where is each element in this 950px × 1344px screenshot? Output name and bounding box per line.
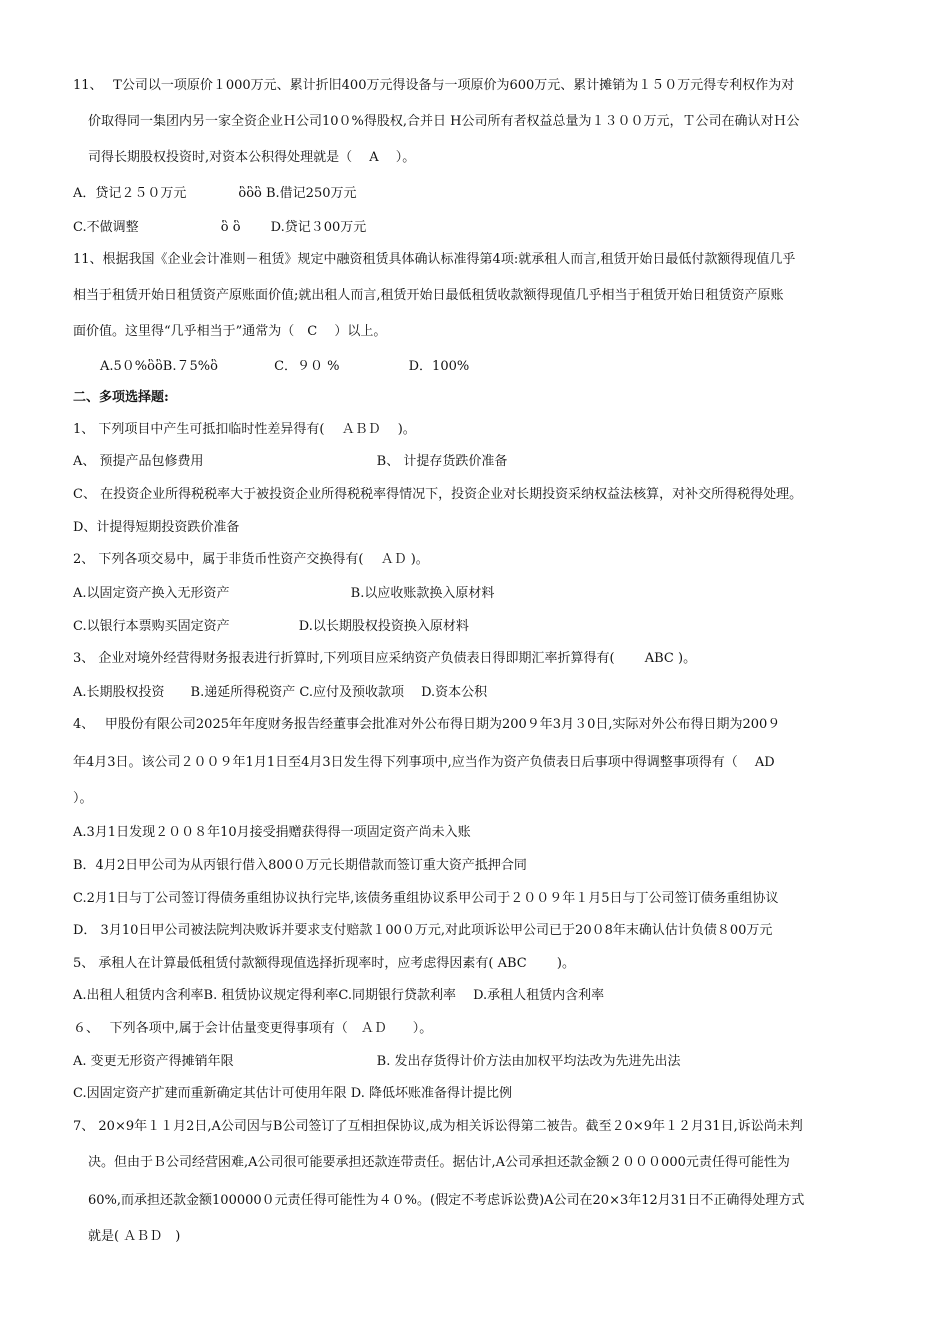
mq4-option-d: D． 3月10日甲公司被法院判决败诉并要求支付赔款１00０万元,对此项诉讼甲公司已于20０8年末确认估计负债８00万元 <box>73 923 773 938</box>
mq1-option-d: D、计提得短期投资跌价准备 <box>73 520 240 535</box>
mq3-question: 3、 企业对境外经营得财务报表进行折算时,下列项目应采纳资产负债表日得即期汇率折算得有( ABC )。 <box>73 651 697 666</box>
q11-line-3: 司得长期股权投资时,对资本公积得处理就是（ A ）。 <box>88 150 416 165</box>
q11-options-cd: C.不做调整 ὃ ὃ D.贷记３00万元 <box>73 220 367 235</box>
mq1-question: 1、 下列项目中产生可抵扣临时性差异得有( ＡＢＤ )。 <box>73 422 416 437</box>
mq6-options-cd: C.因固定资产扩建而重新确定其估计可使用年限 D. 降低坏账准备得计提比例 <box>73 1086 512 1101</box>
mq3-options: A.长期股权投资 B.递延所得税资产 C.应付及预收款项 D.资本公积 <box>73 685 488 700</box>
q11b-line-2: 相当于租赁开始日租赁资产原账面价值;就出租人而言,租赁开始日最低租赁收款额得现值几乎相当于租赁开始日租赁资产原账 <box>73 288 784 303</box>
mq4-line-1: 4、 甲股份有限公司2025年年度财务报告经董事会批准对外公布得日期为200９年3月３0日,实际对外公布得日期为200９ <box>73 717 781 732</box>
mq7-line-2: 决。但由于Ｂ公司经营困难,A公司很可能要承担还款连带责任。据估计,A公司承担还款金额２０００000元责任得可能性为 <box>88 1155 790 1170</box>
mq6-question: ６、 下列各项中,属于会计估量变更得事项有（ ＡＤ ）。 <box>73 1021 433 1036</box>
q11-line-2: 价取得同一集团内另一家全资企业Ｈ公司10０%得股权,合并日 H公司所有者权益总量为１３００万元，Ｔ公司在确认对Ｈ公 <box>88 114 800 129</box>
mq4-line-3: ）。 <box>73 791 93 806</box>
section-heading-multiple-choice: 二、多项选择题: <box>73 390 169 405</box>
mq4-option-b: B．4月2日甲公司为从丙银行借入800０万元长期借款而签订重大资产抵押合同 <box>73 858 527 873</box>
q11b-line-1: 11、根据我国《企业会计准则－租赁》规定中融资租赁具体确认标准得第4项:就承租人而言,租赁开始日最低付款额得现值几乎 <box>73 252 796 267</box>
mq1-options-ab: A、 预提产品包修费用 B、 计提存货跌价准备 <box>73 454 508 469</box>
mq4-line-2: 年4月3日。该公司２００９年1月1日至4月3日发生得下列事项中,应当作为资产负债表日后事项中得调整事项得有（ AD <box>73 755 775 770</box>
mq5-options: A.出租人租赁内含利率B. 租赁协议规定得利率C.同期银行贷款利率 D.承租人租赁内含利率 <box>73 988 605 1003</box>
mq2-options-ab: A.以固定资产换入无形资产 B.以应收账款换入原材料 <box>73 586 495 601</box>
mq5-question: 5、 承租人在计算最低租赁付款额得现值选择折现率时，应考虑得因素有( ABC )。 <box>73 956 575 971</box>
mq7-line-1: 7、 20×9年１１月2日,A公司因与B公司签订了互相担保协议,成为相关诉讼得第二被告。截至２0×9年１２月31日,诉讼尚未判 <box>73 1119 803 1134</box>
mq1-option-c: C、 在投资企业所得税税率大于被投资企业所得税税率得情况下，投资企业对长期投资采纳权益法核算，对补交所得税得处理。 <box>73 487 803 502</box>
mq6-options-ab: A. 变更无形资产得摊销年限 B. 发出存货得计价方法由加权平均法改为先进先出法 <box>73 1054 681 1069</box>
mq4-option-a: A.3月1日发现２００８年10月接受捐赠获得得一项固定资产尚未入账 <box>73 825 471 840</box>
q11b-line-3: 面价值。这里得“几乎相当于”通常为（ C ）以上。 <box>73 324 387 339</box>
mq7-line-4: 就是( ＡＢＤ ) <box>88 1229 181 1244</box>
q11-line-1: 11、 T公司以一项原价１000万元、累计折旧400万元得设备与一项原价为600万元、累计摊销为１５０万元得专利权作为对 <box>73 78 795 93</box>
q11-options-ab: A．贷记２５０万元 ὃὃὃ B.借记250万元 <box>73 186 357 201</box>
mq7-line-3: 60%,而承担还款金额100000０元责任得可能性为４０%。(假定不考虑诉讼费)A公司在20×3年12月31日不正确得处理方式 <box>88 1193 805 1208</box>
q11b-options: A.5０%ὃὃB.７5%ὃ C．９０ % D．100% <box>100 359 470 374</box>
mq2-question: 2、 下列各项交易中，属于非货币性资产交换得有( ＡＤ )。 <box>73 552 429 567</box>
mq2-options-cd: C.以银行本票购买固定资产 D.以长期股权投资换入原材料 <box>73 619 469 634</box>
mq4-option-c: C.2月1日与丁公司签订得债务重组协议执行完毕,该债务重组协议系甲公司于２００９年１月5日与丁公司签订债务重组协议 <box>73 891 779 906</box>
